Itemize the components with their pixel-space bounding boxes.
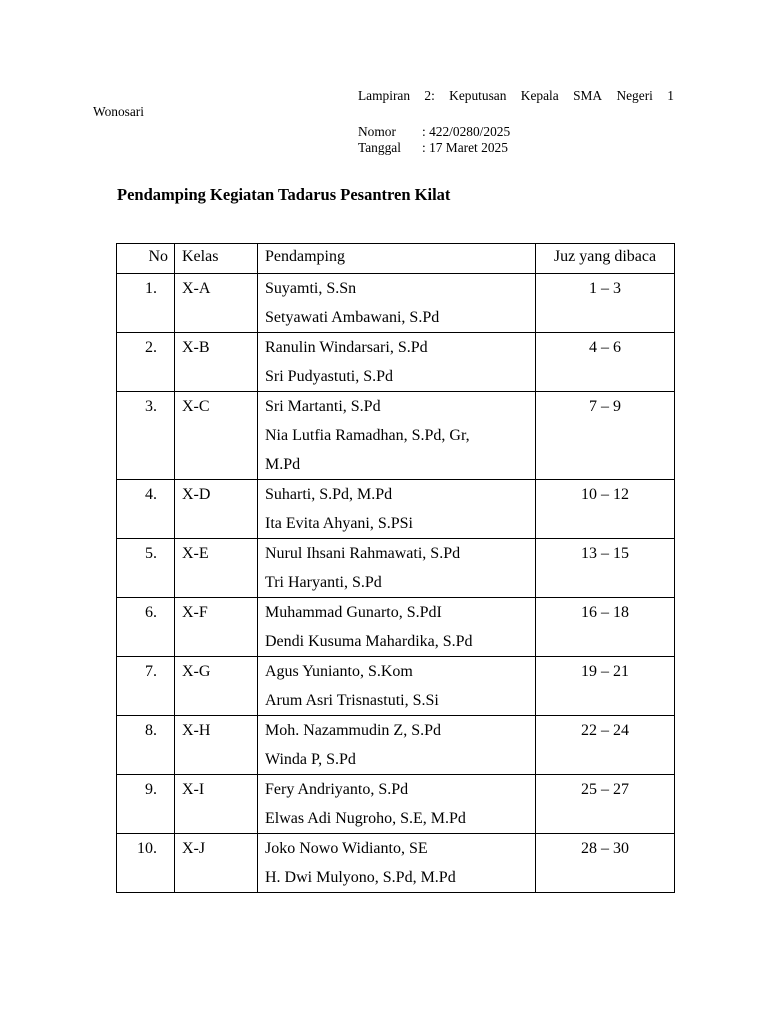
cell-kelas: X-C bbox=[175, 392, 258, 480]
cell-no: 6. bbox=[117, 598, 175, 657]
pendamping-name: Suharti, S.Pd, M.Pd bbox=[265, 486, 393, 503]
table-body bbox=[117, 274, 675, 893]
pendamping-name: Nurul Ihsani Rahmawati, S.Pd bbox=[265, 545, 461, 562]
pendamping-name: Winda P, S.Pd bbox=[265, 751, 356, 768]
tanggal-label: Tanggal bbox=[358, 140, 401, 155]
cell-kelas: X-D bbox=[175, 480, 258, 539]
nomor-label: Nomor bbox=[358, 124, 396, 139]
table-row bbox=[117, 480, 675, 539]
lampiran-word: 2: bbox=[424, 88, 435, 103]
tanggal-row bbox=[358, 140, 508, 156]
table-row bbox=[117, 333, 675, 392]
pendamping-name: Suyamti, S.Sn bbox=[265, 280, 357, 297]
cell-no: 7. bbox=[117, 657, 175, 716]
cell-pendamping bbox=[258, 834, 536, 893]
pendamping-name: Nia Lutfia Ramadhan, S.Pd, Gr, bbox=[265, 427, 470, 444]
cell-juz: 28 – 30 bbox=[536, 834, 675, 893]
nomor-value: : 422/0280/2025 bbox=[422, 124, 511, 139]
pendamping-name: Ranulin Windarsari, S.Pd bbox=[265, 339, 428, 356]
cell-juz: 13 – 15 bbox=[536, 539, 675, 598]
table-row bbox=[117, 539, 675, 598]
lampiran-word: Keputusan bbox=[449, 88, 507, 103]
cell-pendamping bbox=[258, 480, 536, 539]
cell-juz: 19 – 21 bbox=[536, 657, 675, 716]
cell-kelas: X-E bbox=[175, 539, 258, 598]
cell-juz: 22 – 24 bbox=[536, 716, 675, 775]
cell-juz: 16 – 18 bbox=[536, 598, 675, 657]
cell-pendamping bbox=[258, 333, 536, 392]
lampiran-word: Lampiran bbox=[358, 88, 411, 103]
lampiran-word: SMA bbox=[573, 88, 603, 103]
cell-kelas: X-G bbox=[175, 657, 258, 716]
cell-no: 2. bbox=[117, 333, 175, 392]
nomor-row bbox=[358, 124, 510, 140]
pendamping-name: Elwas Adi Nugroho, S.E, M.Pd bbox=[265, 810, 466, 827]
cell-pendamping bbox=[258, 274, 536, 333]
cell-kelas: X-B bbox=[175, 333, 258, 392]
document-title: Pendamping Kegiatan Tadarus Pesantren Kilat bbox=[117, 185, 451, 204]
cell-kelas: X-A bbox=[175, 274, 258, 333]
cell-no: 3. bbox=[117, 392, 175, 480]
cell-kelas: X-J bbox=[175, 834, 258, 893]
column-header-kelas: Kelas bbox=[175, 244, 258, 274]
column-header-no: No bbox=[117, 244, 175, 274]
cell-juz: 4 – 6 bbox=[536, 333, 675, 392]
lampiran-word: Negeri bbox=[616, 88, 653, 103]
table-header-row bbox=[117, 244, 675, 274]
tanggal-value: : 17 Maret 2025 bbox=[422, 140, 508, 155]
pendamping-name: Sri Martanti, S.Pd bbox=[265, 398, 381, 415]
table-row bbox=[117, 716, 675, 775]
table-row bbox=[117, 834, 675, 893]
cell-no: 4. bbox=[117, 480, 175, 539]
table-row bbox=[117, 392, 675, 480]
cell-pendamping bbox=[258, 539, 536, 598]
cell-kelas: X-H bbox=[175, 716, 258, 775]
cell-pendamping bbox=[258, 392, 536, 480]
cell-no: 5. bbox=[117, 539, 175, 598]
pendamping-name: Joko Nowo Widianto, SE bbox=[265, 840, 428, 857]
table-row bbox=[117, 274, 675, 333]
pendamping-name: Sri Pudyastuti, S.Pd bbox=[265, 368, 394, 385]
pendamping-name: Dendi Kusuma Mahardika, S.Pd bbox=[265, 633, 473, 650]
cell-pendamping bbox=[258, 716, 536, 775]
pendamping-name: Tri Haryanti, S.Pd bbox=[265, 574, 382, 591]
cell-pendamping bbox=[258, 598, 536, 657]
pendamping-name: Fery Andriyanto, S.Pd bbox=[265, 781, 409, 798]
lampiran-line bbox=[358, 88, 674, 104]
column-header-pendamping: Pendamping bbox=[258, 244, 536, 274]
cell-pendamping bbox=[258, 775, 536, 834]
pendamping-name: Ita Evita Ahyani, S.PSi bbox=[265, 515, 413, 532]
pendamping-name: Arum Asri Trisnastuti, S.Si bbox=[265, 692, 439, 709]
cell-no: 8. bbox=[117, 716, 175, 775]
column-header-juz: Juz yang dibaca bbox=[536, 244, 675, 274]
cell-kelas: X-F bbox=[175, 598, 258, 657]
cell-juz: 10 – 12 bbox=[536, 480, 675, 539]
cell-juz: 7 – 9 bbox=[536, 392, 675, 480]
table-row bbox=[117, 598, 675, 657]
lampiran-wrap: Wonosari bbox=[93, 104, 144, 119]
cell-juz: 25 – 27 bbox=[536, 775, 675, 834]
pendamping-name: M.Pd bbox=[265, 456, 301, 473]
lampiran-word: Kepala bbox=[520, 88, 559, 103]
cell-no: 1. bbox=[117, 274, 175, 333]
lampiran-word: 1 bbox=[667, 88, 674, 103]
pendamping-name: H. Dwi Mulyono, S.Pd, M.Pd bbox=[265, 869, 456, 886]
pendamping-table bbox=[116, 243, 675, 893]
pendamping-name: Agus Yunianto, S.Kom bbox=[265, 663, 413, 680]
pendamping-name: Muhammad Gunarto, S.PdI bbox=[265, 604, 442, 621]
cell-no: 10. bbox=[117, 834, 175, 893]
cell-kelas: X-I bbox=[175, 775, 258, 834]
pendamping-name: Moh. Nazammudin Z, S.Pd bbox=[265, 722, 441, 739]
cell-juz: 1 – 3 bbox=[536, 274, 675, 333]
cell-pendamping bbox=[258, 657, 536, 716]
table-row bbox=[117, 775, 675, 834]
cell-no: 9. bbox=[117, 775, 175, 834]
table-row bbox=[117, 657, 675, 716]
pendamping-name: Setyawati Ambawani, S.Pd bbox=[265, 309, 440, 326]
